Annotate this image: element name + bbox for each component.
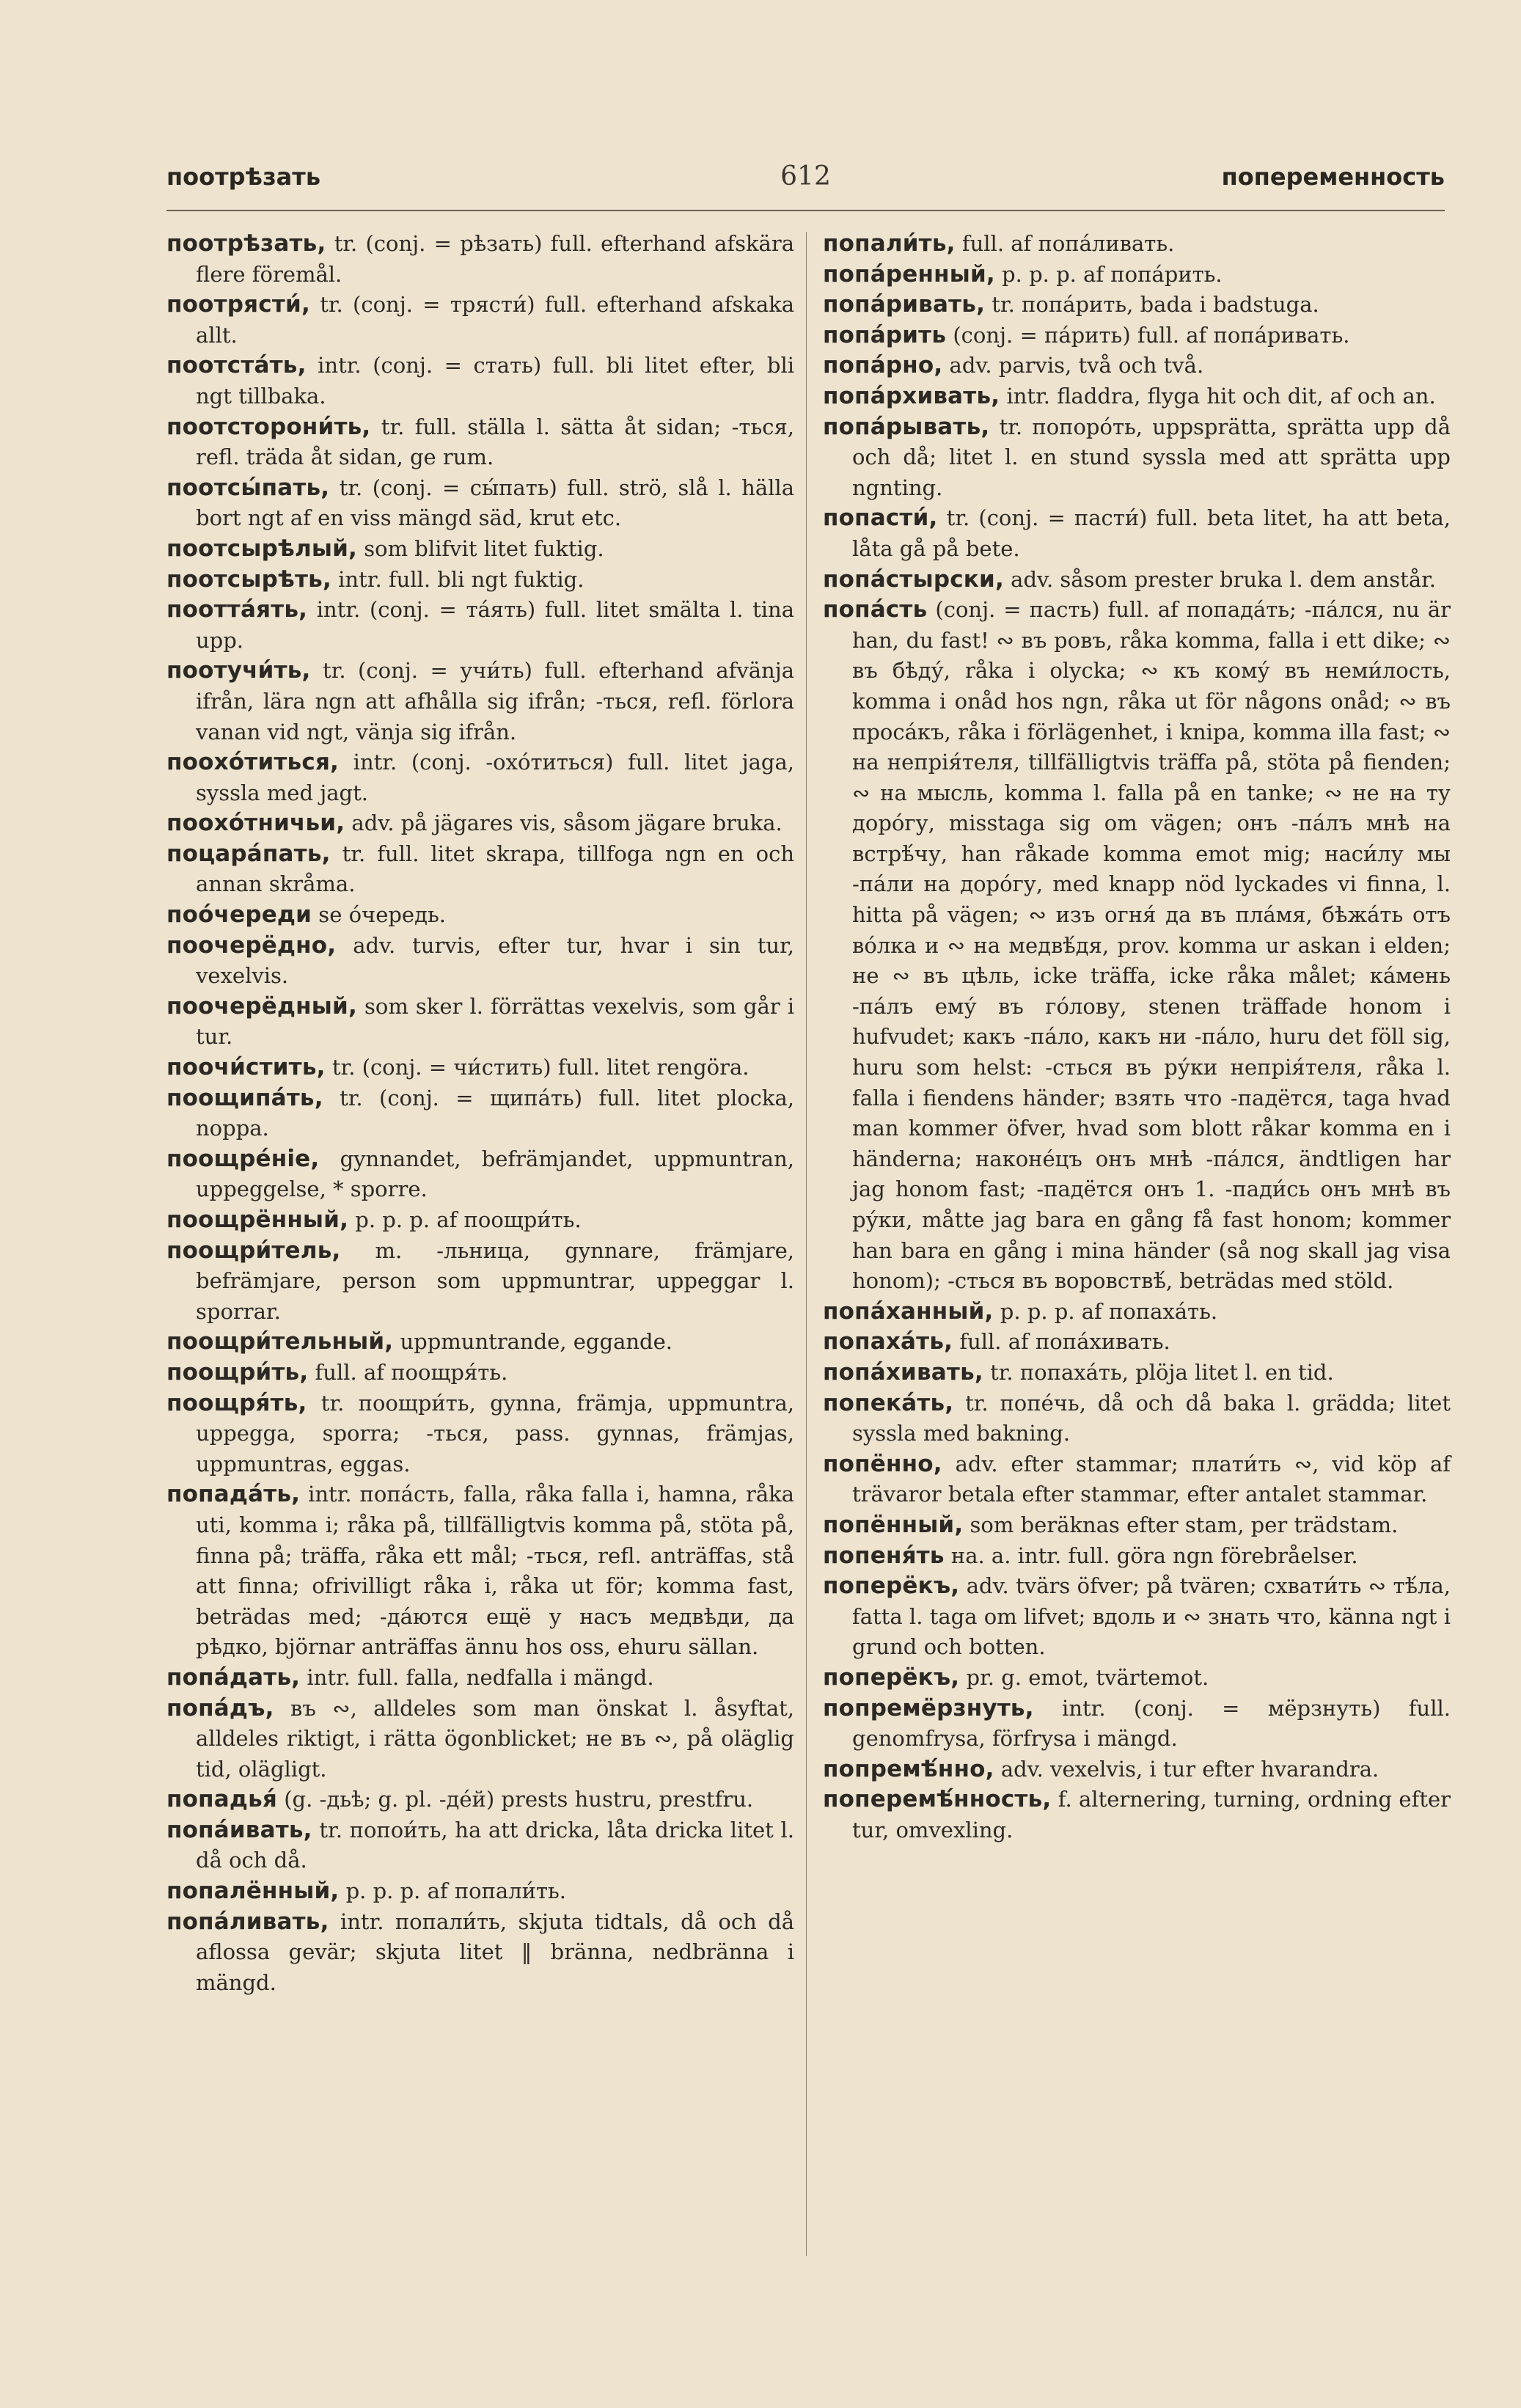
dictionary-entry — [166, 747, 794, 808]
entry-definition: intr. (conj. = та́ять) full. litet smälta l. tina upp. — [196, 597, 794, 653]
entry-definition: tr. попои́ть, ha att dricka, låta dricka litet l. då och då. — [196, 1817, 794, 1873]
entry-headword: поотсырѣлый, — [166, 535, 358, 562]
entry-definition: adv. på jägares vis, såsom jägare bruka. — [345, 810, 783, 836]
entry-headword: поотта́ять, — [166, 596, 308, 623]
dictionary-entry — [166, 656, 794, 747]
entry-definition: intr. (conj. = мёрзнуть) full. genomfrysa, förfrysa i mängd. — [852, 1695, 1451, 1752]
entry-definition: intr. (conj. -охо́титься) full. litet jaga, syssla med jagt. — [196, 750, 794, 805]
entry-headword: поперёкъ, — [823, 1664, 960, 1691]
entry-headword: попа́хивать, — [823, 1358, 983, 1386]
entry-headword: поотста́ть, — [166, 352, 307, 379]
entry-definition: intr. (conj. = стать) full. bli litet efter, bli ngt tillbaka. — [196, 353, 794, 409]
entry-definition: uppmuntrande, eggande. — [393, 1329, 672, 1355]
entry-definition: (conj. = пасть) full. af попада́ть; -па́лся, nu är han, du fast! ∾ въ ровъ, råka komma, falla i ett dike; ∾ въ бѣду́, råka i olycka; ∾ къ кому́ въ неми́лость, komma i onåd hos ngn, råka ut för någons onåd; ∾ въ проса́къ, råka i förlägenhet, i knipa, komma illa fast; ∾ на непрія́теля, tillfälligtvis träffa på, stöta på fienden; ∾ на мысль, komma l. falla på en tanke; ∾ не на ту доро́гу, misstaga sig om vägen; онъ -па́лъ мнѣ на встрѣ́чу, han råkade komma emot mig; наси́лу мы -па́ли на доро́гу, med knapp nöd lyckades vi finna, l. hitta på vägen; ∾ изъ огня́ да въ пла́мя, бѣжа́ть отъ во́лка и ∾ на медвѣ́дя, prov. komma ur askan i elden; не ∾ въ цѣль, icke träffa, icke råka målet; ка́мень -па́лъ ему́ въ го́лову, stenen träffade honom i hufvudet; какъ -па́ло, какъ ни -па́ло, huru det föll sig, huru som helst: -сться въ ру́ки непрія́теля, råka l. falla i fiendens händer; взять что -падётся, taga hvad man kommer öfver, hvad som blott råkar komma en i händerna; наконе́цъ онъ мнѣ -па́лся, ändtligen har jag honom fast; -падётся онъ 1. -пади́сь онъ мнѣ въ ру́ки, måtte jag bara en gång få fast honom; kommer han bara en gång i mina händer (så nog skall jag visa honom); -сться въ воровствѣ́, beträdas med stöld. — [852, 597, 1451, 1294]
dictionary-entry — [823, 1754, 1451, 1785]
entry-definition: въ ∾, alldeles som man önskat l. åsyftat, alldeles riktigt, i rätta ögonblicket; не въ ∾, på oläglig tid, olägligt. — [196, 1695, 794, 1782]
dictionary-entry — [166, 351, 794, 411]
entry-headword: поотрясти́, — [166, 291, 310, 318]
entry-headword: поотсырѣть, — [166, 566, 331, 593]
entry-definition: tr. попаха́ть, plöja litet l. en tid. — [983, 1359, 1334, 1385]
entry-headword: попа́ренный, — [823, 260, 995, 288]
dictionary-entry — [823, 595, 1451, 1297]
left-column — [166, 229, 794, 1998]
dictionary-entry — [823, 503, 1451, 564]
dictionary-entry — [166, 1236, 794, 1328]
entry-definition: full. af попа́хивать. — [953, 1329, 1170, 1355]
dictionary-entry — [823, 565, 1451, 596]
dictionary-entry — [166, 290, 794, 351]
entry-headword: поощри́тельный, — [166, 1328, 394, 1355]
entry-definition: p. p. p. af попали́ть. — [339, 1878, 567, 1904]
dictionary-entry — [166, 229, 794, 290]
entry-definition: intr. full. falla, nedfalla i mängd. — [300, 1664, 654, 1690]
entry-definition: adv. turvis, efter tur, hvar i sin tur, vexelvis. — [196, 932, 794, 989]
entry-headword: попённый, — [823, 1511, 964, 1538]
dictionary-entry — [166, 1144, 794, 1205]
entry-definition: full. af попа́ливать. — [955, 231, 1175, 256]
column-divider — [806, 232, 807, 2256]
entry-headword: поохо́титься, — [166, 749, 340, 776]
entry-definition: (conj. = па́рить) full. af попа́ривать. — [946, 322, 1350, 348]
dictionary-entry — [823, 381, 1451, 412]
entry-definition: m. -льница, gynnare, främjare, befrämjare, person som uppmuntrar, uppeggar l. sporrar. — [196, 1237, 794, 1324]
entry-headword: поо́череди — [166, 901, 312, 929]
dictionary-entry — [166, 992, 794, 1053]
dictionary-entry — [823, 229, 1451, 260]
entry-headword: поощри́тель, — [166, 1237, 341, 1264]
entry-headword: попадья́ — [166, 1786, 277, 1813]
dictionary-entry — [823, 1510, 1451, 1541]
entry-headword: попа́ривать, — [823, 291, 986, 318]
entry-headword: попека́ть, — [823, 1389, 954, 1416]
entry-headword: поощре́ніе, — [166, 1145, 320, 1172]
entry-definition: som beräknas efter stam, per trädstam. — [963, 1512, 1399, 1537]
entry-headword: поохо́тничьи, — [166, 810, 345, 837]
dictionary-entry — [823, 1327, 1451, 1358]
dictionary-entry — [166, 1663, 794, 1694]
entry-definition: se о́чередь. — [312, 902, 446, 928]
dictionary-entry — [166, 1876, 794, 1907]
entry-definition: tr. (conj. = щипа́ть) full. litet plocka, noppa. — [196, 1085, 794, 1141]
dictionary-entry — [823, 351, 1451, 381]
dictionary-entry — [823, 1541, 1451, 1572]
entry-headword: поперёкъ, — [823, 1573, 960, 1600]
entry-definition: full. af поощря́ть. — [308, 1359, 508, 1385]
entry-headword: попа́стырски, — [823, 566, 1004, 593]
entry-headword: попаха́ть, — [823, 1328, 953, 1355]
entry-definition: som blifvit litet fuktig. — [357, 535, 604, 561]
right-guide-word: попеременность — [1221, 163, 1445, 191]
entry-headword: попённо, — [823, 1450, 942, 1477]
dictionary-entry — [823, 1785, 1451, 1845]
entry-definition: intr. full. bli ngt fuktig. — [331, 566, 584, 592]
entry-headword: попа́дъ, — [166, 1694, 274, 1721]
dictionary-entry — [823, 412, 1451, 504]
entry-definition: p. p. p. af попаха́ть. — [993, 1298, 1218, 1324]
entry-definition: adv. vexelvis, i tur efter hvarandra. — [994, 1756, 1379, 1782]
entry-definition: adv. såsom prester bruka l. dem anstår. — [1003, 566, 1437, 592]
entry-headword: попеня́ть — [823, 1542, 945, 1569]
entry-definition: gynnandet, befrämjandet, uppmuntran, uppeggelse, * sporre. — [196, 1146, 794, 1202]
entry-headword: попремѣ́нно, — [823, 1755, 994, 1782]
entry-headword: попасти́, — [823, 505, 938, 532]
entry-definition: tr. (conj. = трясти́) full. efterhand afskaka allt. — [196, 292, 794, 348]
dictionary-entry — [166, 1815, 794, 1876]
entry-headword: попа́рно, — [823, 352, 943, 379]
entry-headword: поотрѣзать, — [166, 230, 326, 257]
header-rule — [166, 210, 1445, 211]
entry-definition: tr. попа́рить, bada i badstuga. — [985, 292, 1319, 318]
entry-definition: tr. попе́чь, då och då baka l. grädda; litet syssla med bakning. — [852, 1390, 1451, 1446]
dictionary-entry — [166, 534, 794, 565]
entry-definition: som sker l. förrättas vexelvis, som går i tur. — [196, 993, 794, 1050]
entry-definition: tr. (conj. = пасти́) full. beta litet, ha att beta, låta gå på bete. — [852, 505, 1451, 561]
entry-definition: intr. fladdra, flyga hit och dit, af och an. — [1000, 383, 1436, 409]
dictionary-entry — [166, 1479, 794, 1663]
dictionary-entry — [166, 808, 794, 839]
dictionary-entry — [823, 260, 1451, 290]
entry-definition: adv. tvärs öfver; på tvären; схвати́ть ∾ тѣ́ла, fatta l. taga om lifvet; вдоль и ∾ знать что, känna ngt i grund och botten. — [852, 1573, 1451, 1660]
entry-definition: (g. -дьѣ; g. pl. -де́й) prests hustru, prestfru. — [277, 1787, 754, 1812]
running-header — [166, 154, 1445, 198]
entry-definition: intr. попали́ть, skjuta tidtals, då och då aflossa gevär; skjuta litet ‖ bränna, nedbränna i mängd. — [196, 1909, 794, 1995]
entry-definition: tr. поощри́ть, gynna, främja, uppmuntra, uppegga, sporra; -ться, pass. gynnas, främjas, uppmuntras, eggas. — [196, 1390, 794, 1476]
dictionary-entry — [166, 1053, 794, 1083]
dictionary-entry — [823, 1571, 1451, 1663]
left-guide-word: поотрѣзать — [166, 163, 321, 191]
entry-headword: поощрённый, — [166, 1207, 349, 1233]
page-number: 612 — [780, 161, 831, 191]
entry-definition: tr. попоро́ть, uppsprätta, sprätta upp då och då; litet l. en stund syssla med att sprätta upp ngnting. — [852, 414, 1451, 500]
entry-headword: поочи́стить, — [166, 1054, 326, 1081]
entry-definition: на. a. intr. full. göra ngn förebråelser. — [944, 1542, 1358, 1568]
dictionary-entry — [823, 321, 1451, 351]
dictionary-entry — [823, 1388, 1451, 1449]
dictionary-entry — [823, 1297, 1451, 1328]
dictionary-entry — [823, 1694, 1451, 1754]
entry-headword: поощипа́ть, — [166, 1084, 323, 1111]
dictionary-entry — [166, 1083, 794, 1144]
dictionary-entry — [823, 290, 1451, 321]
dictionary-entry — [166, 1205, 794, 1236]
entry-headword: попада́ть, — [166, 1481, 301, 1508]
entry-headword: поотсторони́ть, — [166, 413, 371, 440]
dictionary-entry — [166, 839, 794, 900]
entry-headword: поперемѣ́нность, — [823, 1786, 1052, 1813]
entry-headword: попа́рить — [823, 321, 947, 348]
entry-definition: tr. full. ställa l. sätta åt sidan; -ться, refl. träda åt sidan, ge rum. — [196, 414, 794, 470]
entry-headword: попа́рхивать, — [823, 382, 1000, 409]
entry-definition: adv. parvis, två och två. — [942, 353, 1204, 378]
entry-headword: поотсы́пать, — [166, 474, 330, 501]
entry-headword: поочерёдный, — [166, 992, 357, 1020]
dictionary-entry — [166, 565, 794, 596]
entry-headword: попалённый, — [166, 1878, 340, 1905]
dictionary-entry — [166, 900, 794, 931]
entry-definition: tr. (conj. = рѣзать) full. efterhand afskära flere föremål. — [196, 231, 794, 287]
dictionary-entry — [166, 1694, 794, 1785]
entry-headword: попремёрзнуть, — [823, 1694, 1034, 1721]
entry-definition: p. p. p. af поощри́ть. — [348, 1207, 582, 1232]
entry-definition: tr. full. litet skrapa, tillfoga ngn en och annan skråma. — [196, 841, 794, 897]
entry-definition: tr. (conj. = чи́стить) full. litet rengöra. — [325, 1055, 749, 1080]
entry-headword: попа́ивать, — [166, 1816, 312, 1843]
entry-headword: попа́ливать, — [166, 1908, 329, 1935]
dictionary-entry — [166, 1327, 794, 1358]
entry-definition: intr. попа́сть, falla, råka falla i, hamna, råka uti, komma i; råka på, tillfälligtvis komma på, stöta på, finna på; träffa, råka ett mål; -ться, refl. anträffas, stå att finna; ofrivilligt råka i, råka ut för; komma fast, beträdas med; -да́ются ещё у насъ медвѣди, да рѣдко, björnar anträffas ännu hos oss, ehuru sällan. — [196, 1482, 794, 1660]
entry-definition: pr. g. emot, tvärtemot. — [959, 1664, 1209, 1690]
dictionary-entry — [166, 1785, 794, 1815]
dictionary-entry — [823, 1449, 1451, 1510]
entry-headword: попа́дать, — [166, 1664, 301, 1691]
entry-headword: попа́рывать, — [823, 413, 990, 440]
dictionary-entry — [166, 1388, 794, 1480]
dictionary-entry — [823, 1663, 1451, 1694]
entry-headword: поотучи́ть, — [166, 657, 311, 684]
dictionary-entry — [166, 473, 794, 534]
dictionary-entry — [166, 1358, 794, 1388]
entry-headword: поцара́пать, — [166, 840, 331, 867]
entry-definition: tr. (conj. = учи́ть) full. efterhand afvänja ifrån, lära ngn att afhålla sig ifrån; -ться, refl. förlora vanan vid ngt, vänja sig ifrån. — [196, 658, 794, 744]
dictionary-entry — [823, 1358, 1451, 1388]
entry-definition: p. p. p. af попа́рить. — [994, 261, 1223, 287]
dictionary-entry — [166, 412, 794, 473]
entry-headword: попали́ть, — [823, 230, 956, 257]
entry-headword: попа́сть — [823, 596, 928, 623]
dictionary-entry — [166, 595, 794, 656]
entry-headword: поощри́ть, — [166, 1358, 309, 1386]
entry-headword: поощря́ть, — [166, 1389, 307, 1416]
entry-definition: f. alternering, turning, ordning efter tur, omvexling. — [852, 1787, 1451, 1842]
dictionary-entry — [166, 1907, 794, 1999]
entry-headword: поочерёдно, — [166, 932, 337, 959]
right-column — [823, 229, 1451, 1845]
entry-definition: tr. (conj. = сы́пать) full. strö, slå l. hälla bort ngt af en viss mängd säd, krut etc. — [196, 475, 794, 531]
dictionary-entry — [166, 931, 794, 992]
entry-definition: adv. efter stammar; плати́ть ∾, vid köp af trävaror betala efter stammar, efter antalet stammar. — [852, 1451, 1451, 1507]
entry-headword: попа́ханный, — [823, 1298, 994, 1325]
